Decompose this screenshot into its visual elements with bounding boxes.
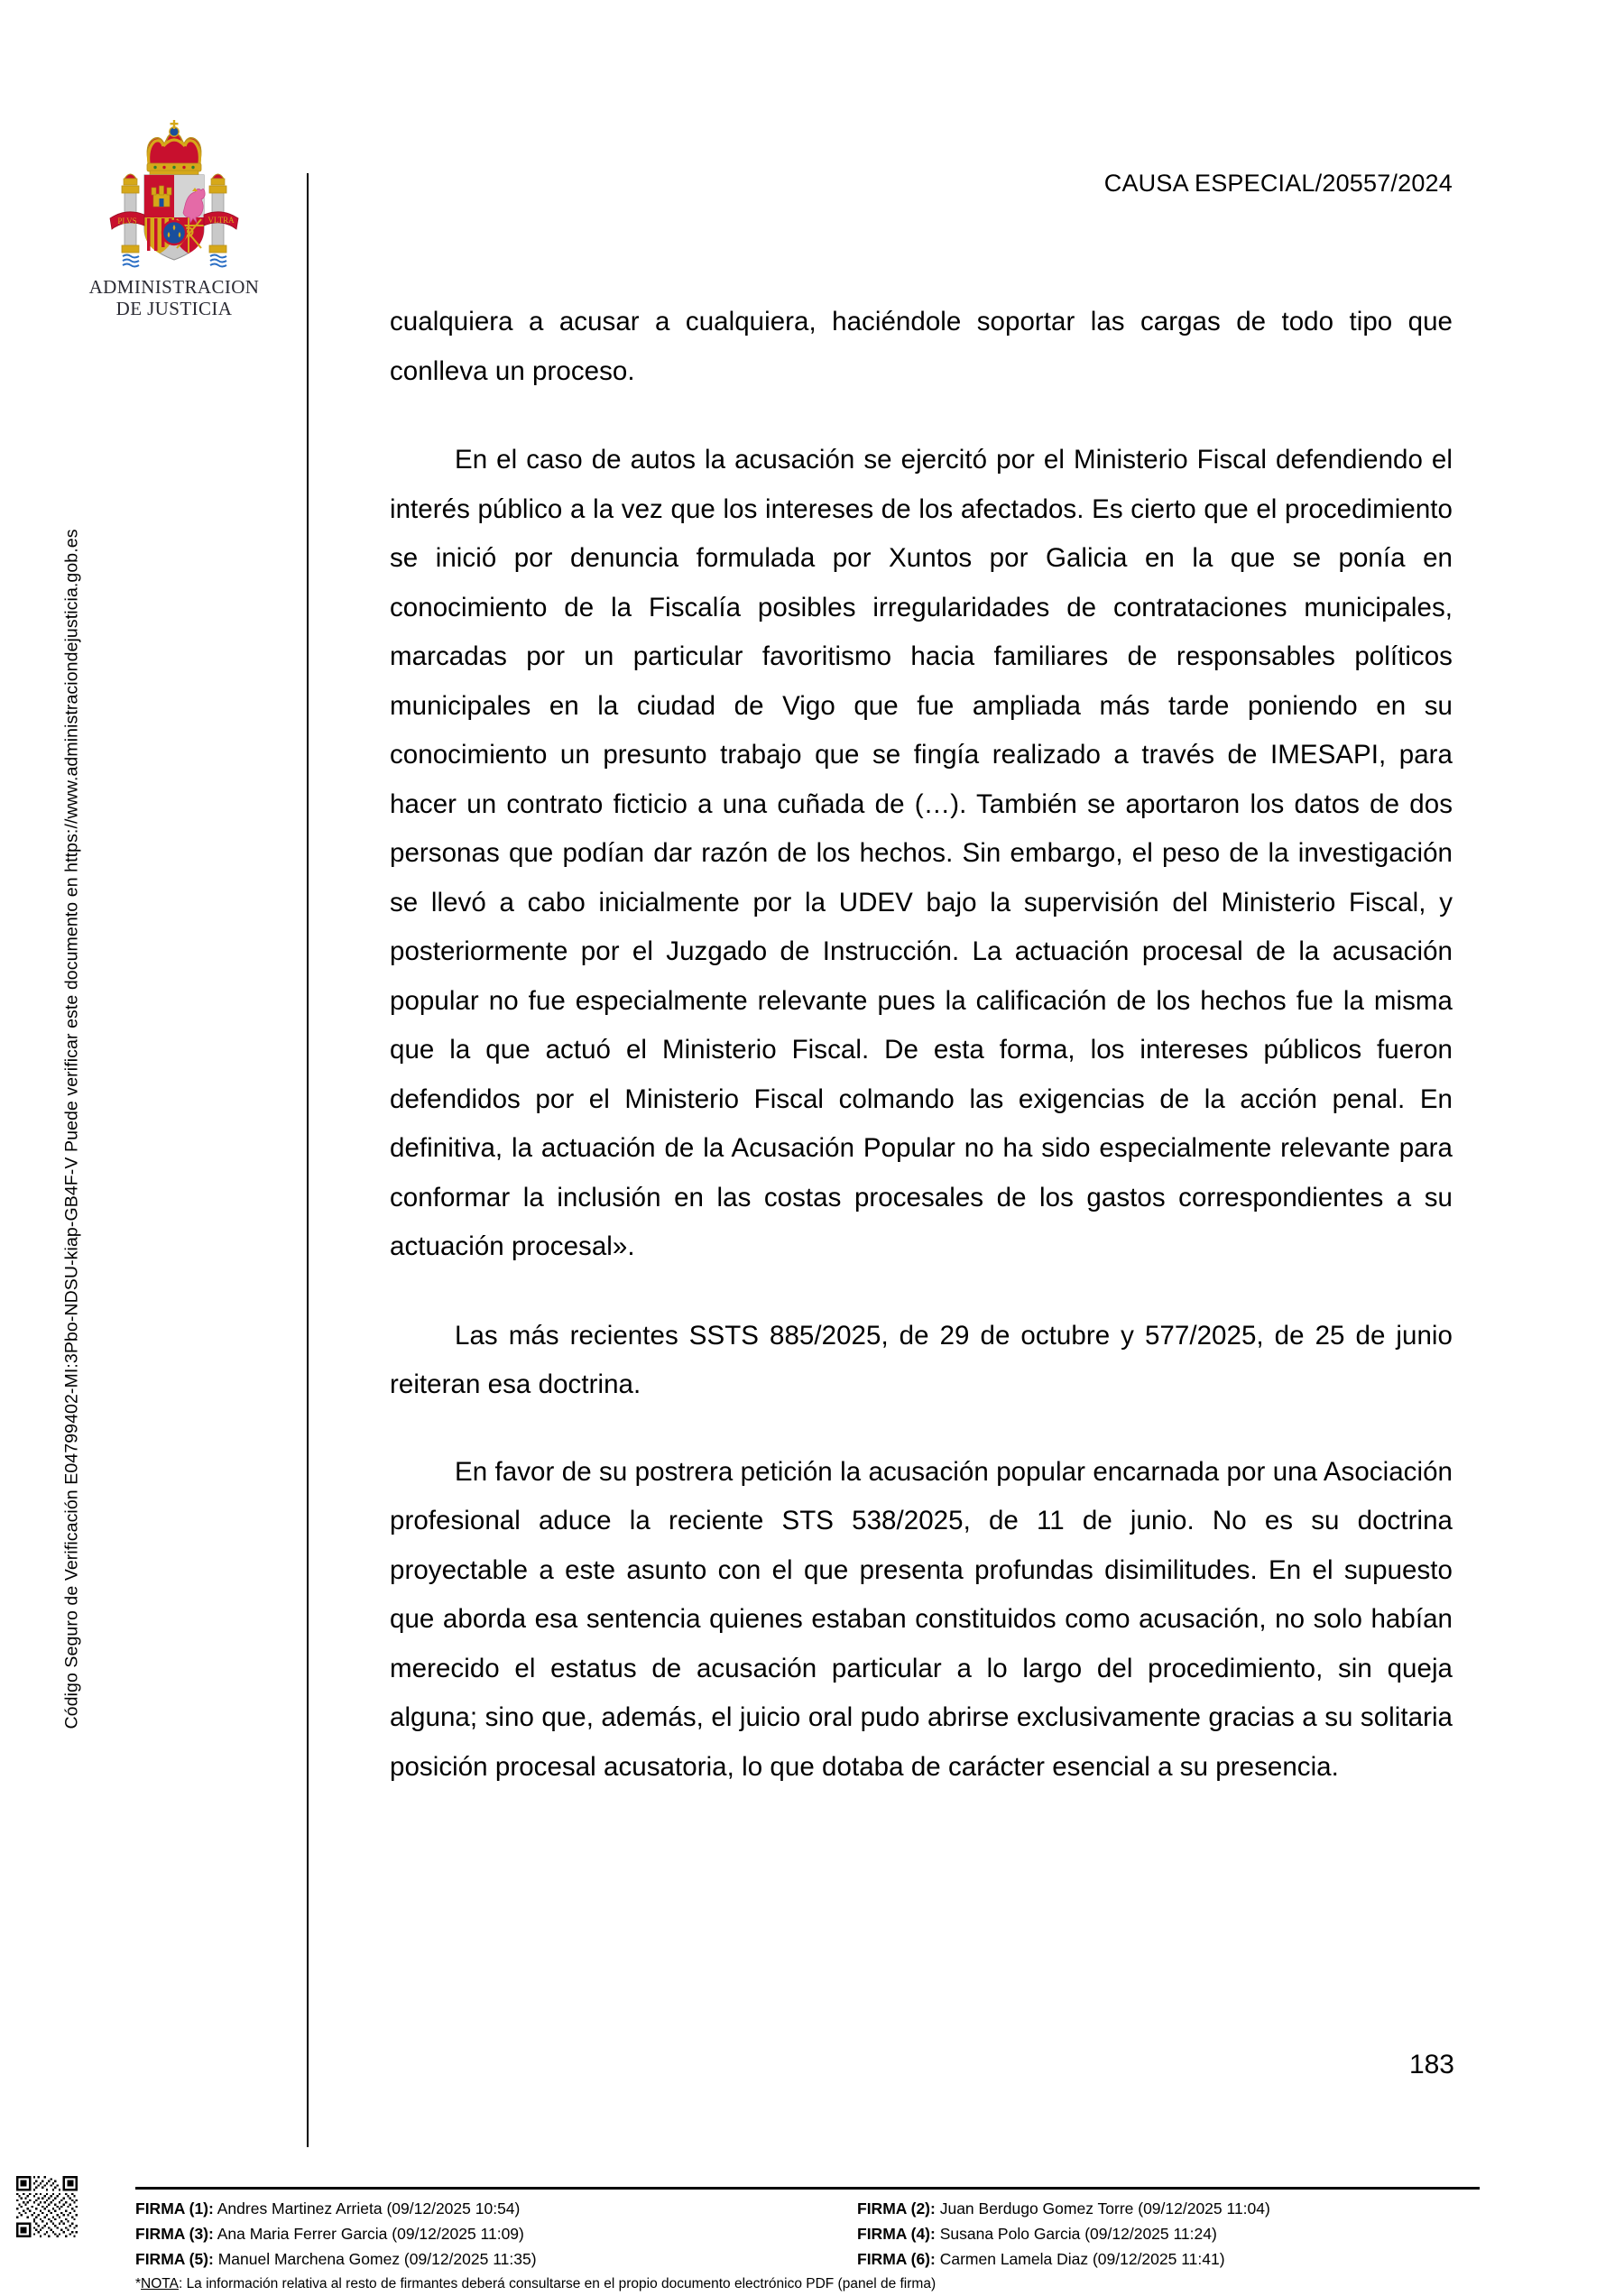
margin-divider-line (307, 173, 309, 2147)
signature-label-4: FIRMA (4): (857, 2225, 936, 2243)
signature-item-1 (135, 2198, 857, 2220)
emblem-caption-line-1: ADMINISTRACION (88, 276, 260, 298)
signature-label-2: FIRMA (2): (857, 2199, 936, 2218)
signature-note-keyword: NOTA (141, 2276, 179, 2291)
signature-label-5: FIRMA (5): (135, 2250, 214, 2268)
paragraph-ssts-recientes: Las más recientes SSTS 885/2025, de 29 de octubre y 577/2025, de 25 de junio reiteran esa doctrina. (390, 1320, 1453, 1399)
signature-value-1: Andres Martinez Arrieta (09/12/2025 10:54) (217, 2199, 521, 2218)
signature-label-3: FIRMA (3): (135, 2225, 214, 2243)
paragraph-asociacion-profesional: En favor de su postrera petición la acusación popular encarnada por una Asociación profesional aduce la reciente STS 538/2025, de 11 de junio. No es su doctrina proyectable a este asunto con el que presenta profundas disimilitudes. En el supuesto que aborda esa sentencia quienes estaban constituidos como acusación, no solo habían merecido el estatus de acusación particular a lo largo del procedimiento, sin queja alguna; sino que, además, el juicio oral pudo abrirse exclusivamente gracias a su solitaria posición procesal acusatoria, lo que dotaba de carácter esencial a su presencia. (390, 1456, 1453, 1782)
qr-code-icon (16, 2176, 78, 2237)
verification-code-text: Código Seguro de Verificación E04799402-MI:3Pbo-NDSU-kiap-GB4F-V Puede verificar este documento en https://www.administraciondejusticia.gob.es (61, 529, 82, 1729)
paragraph-ministerio-fiscal: En el caso de autos la acusación se ejercitó por el Ministerio Fiscal defendiendo el interés público a la vez que los intereses de los afectados. Es cierto que el procedimiento se inició por denuncia formulada por Xuntos por Galicia en la que se ponía en conocimiento de la Fiscalía posibles irregularidades de contrataciones municipales, marcadas por un particular favoritismo hacia familiares de responsables políticos municipales en la ciudad de Vigo que fue ampliada más tarde poniendo en su conocimiento un presunto trabajo que se fingía realizado a través de IMESAPI, para hacer un contrato ficticio a una cuñada de (…). También se aportaron los datos de dos personas que podían dar razón de los hechos. Sin embargo, el peso de la investigación se llevó a cabo inicialmente por la UDEV bajo la supervisión del Ministerio Fiscal, y posteriormente por el Juzgado de Instrucción. La actuación procesal de la acusación popular no fue especialmente relevante pues la calificación de los hechos fue la misma que la que actuó el Ministerio Fiscal. De esta forma, los intereses públicos fueron defendidos por el Ministerio Fiscal colmando las exigencias de la acción penal. En definitiva, la actuación de la Acusación Popular no ha sido especialmente relevante para conformar la inclusión en las costas procesales de los gastos correspondientes a su actuación procesal». (390, 445, 1453, 1261)
document-body (390, 298, 1453, 1792)
signature-value-4: Susana Polo Garcia (09/12/2025 11:24) (939, 2225, 1217, 2243)
signature-footer (135, 2187, 1480, 2294)
signature-item-5 (135, 2248, 857, 2271)
signature-note-asterisk: * (135, 2276, 142, 2291)
signature-grid (135, 2198, 1480, 2271)
signature-value-2: Juan Berdugo Gomez Torre (09/12/2025 11:04) (939, 2199, 1270, 2218)
coat-of-arms-of-spain-icon (97, 117, 251, 275)
signature-note (135, 2274, 1480, 2294)
motto-left-text: PLVS (117, 217, 137, 226)
emblem-caption (70, 277, 278, 319)
signature-note-text: : La información relativa al resto de firmantes deberá consultarse en el propio documento electrónico PDF (panel de firma) (178, 2276, 937, 2291)
paragraph-continuation: cualquiera a acusar a cualquiera, haciéndole soportar las cargas de todo tipo que conlleva un proceso. (390, 307, 1453, 386)
signature-value-5: Manuel Marchena Gomez (09/12/2025 11:35) (217, 2250, 537, 2268)
signature-item-2 (857, 2198, 1480, 2220)
verification-side-strip (0, 0, 82, 2165)
signature-item-6 (857, 2248, 1480, 2271)
case-reference-header: CAUSA ESPECIAL/20557/2024 (1103, 170, 1453, 197)
signature-value-3: Ana Maria Ferrer Garcia (09/12/2025 11:09) (217, 2225, 524, 2243)
emblem-caption-line-2: DE JUSTICIA (115, 297, 233, 319)
motto-right-text: VLTRA (208, 216, 235, 225)
signature-label-6: FIRMA (6): (857, 2250, 936, 2268)
signature-item-4 (857, 2223, 1480, 2245)
signature-item-3 (135, 2223, 857, 2245)
page-number: 183 (1408, 2050, 1454, 2079)
signature-label-1: FIRMA (1): (135, 2199, 214, 2218)
emblem-block (70, 117, 278, 319)
signature-value-6: Carmen Lamela Diaz (09/12/2025 11:41) (939, 2250, 1225, 2268)
